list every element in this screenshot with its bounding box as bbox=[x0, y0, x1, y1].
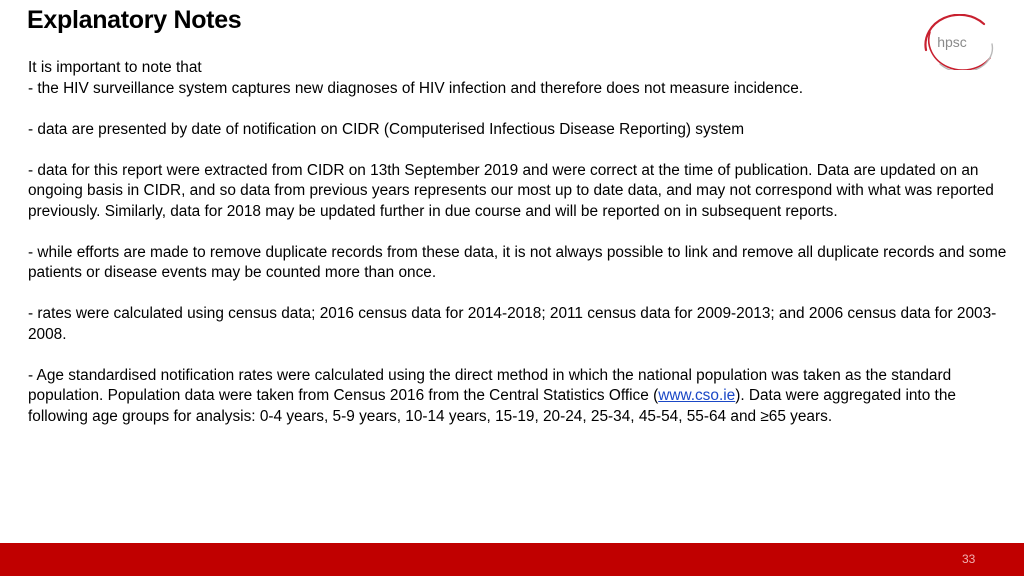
note-data-extraction: - data for this report were extracted from CIDR on 13th September 2019 and were correct at the time of publication. Data are updated on an ongoing basis in CIDR, and so data from previous years represents our most up to date data, and may not correspond with what was reported previously. Similarly, data for 2018 may be updated further in due course and will be reported on in subsequent reports. bbox=[28, 161, 994, 220]
note-hiv-incidence: - the HIV surveillance system captures new diagnoses of HIV infection and therefore does not measure incidence. bbox=[28, 79, 804, 97]
footer-bar bbox=[0, 543, 1024, 576]
note-age-standardised-part2: ). Data were aggregated into the following age groups for analysis: 0-4 years, 5-9 years, 10-14 years, 15-19, 20-24, 25-34, 45-54, 55-64 and ≥65 years. bbox=[28, 387, 956, 425]
note-census-rates: - rates were calculated using census data; 2016 census data for 2014-2018; 2011 census data for 2009-2013; and 2006 census data for 2003-2008. bbox=[28, 305, 997, 343]
page-number: 33 bbox=[962, 552, 976, 566]
note-age-standardised bbox=[28, 366, 1012, 428]
svg-text:hpsc: hpsc bbox=[937, 34, 967, 50]
note-notification-date: - data are presented by date of notification on CIDR (Computerised Infectious Disease Reporting) system bbox=[28, 120, 745, 138]
slide-title: Explanatory Notes bbox=[27, 6, 242, 34]
note-duplicate-records: - while efforts are made to remove duplicate records from these data, it is not always possible to link and remove all duplicate records and some patients or disease events may be counted more than once. bbox=[28, 243, 1007, 281]
intro-text: It is important to note that bbox=[28, 59, 202, 76]
explanatory-notes-body bbox=[28, 58, 1012, 427]
cso-link[interactable]: www.cso.ie bbox=[658, 387, 736, 404]
note-age-standardised-part1: - Age standardised notification rates were calculated using the direct method in which the national population was taken as the standard population. Population data were taken from Census 2016 from the Central Statistics Office ( bbox=[28, 366, 952, 404]
